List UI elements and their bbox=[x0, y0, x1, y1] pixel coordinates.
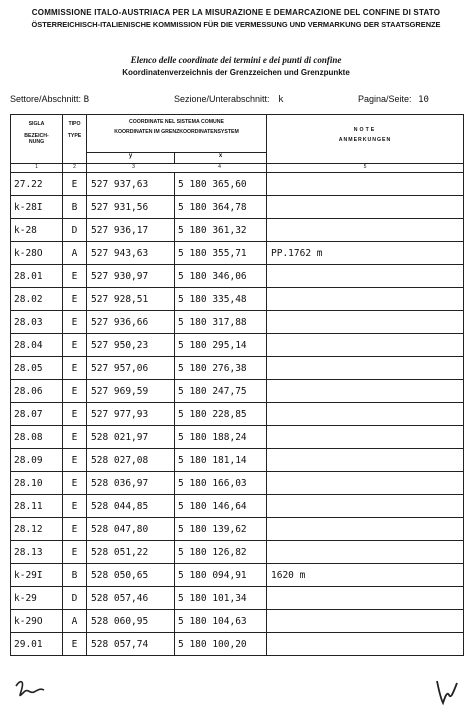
tipo-cell: E bbox=[63, 449, 87, 472]
x-coordinate-cell: 5 180 317,88 bbox=[175, 311, 267, 334]
sigla-cell: 28.13 bbox=[11, 541, 63, 564]
sigla-cell: k-29O bbox=[11, 610, 63, 633]
x-coordinate-cell: 5 180 355,71 bbox=[175, 242, 267, 265]
table-row bbox=[11, 403, 464, 426]
y-coordinate-cell: 527 943,63 bbox=[87, 242, 175, 265]
y-coordinate-cell: 528 051,22 bbox=[87, 541, 175, 564]
sigla-cell: k-28O bbox=[11, 242, 63, 265]
table-row bbox=[11, 541, 464, 564]
table-row bbox=[11, 633, 464, 656]
x-header: x bbox=[175, 153, 267, 164]
table-row bbox=[11, 587, 464, 610]
commission-title-it: COMMISSIONE ITALO-AUSTRIACA PER LA MISURAZIONE E DEMARCAZIONE DEL CONFINE DI STATO bbox=[31, 8, 441, 17]
note-cell bbox=[267, 196, 464, 219]
x-coordinate-cell: 5 180 146,64 bbox=[175, 495, 267, 518]
table-row bbox=[11, 380, 464, 403]
x-coordinate-cell: 5 180 364,78 bbox=[175, 196, 267, 219]
sigla-cell: 28.02 bbox=[11, 288, 63, 311]
sigla-cell: 28.05 bbox=[11, 357, 63, 380]
y-coordinate-cell: 527 969,59 bbox=[87, 380, 175, 403]
note-cell bbox=[267, 380, 464, 403]
note-header: NOTE ANMERKUNGEN bbox=[267, 115, 464, 164]
tipo-cell: B bbox=[63, 564, 87, 587]
list-title-it: Elenco delle coordinate dei termini e dei punti di confine bbox=[130, 55, 342, 65]
y-header: y bbox=[87, 153, 175, 164]
sigla-cell: 28.10 bbox=[11, 472, 63, 495]
tipo-cell: E bbox=[63, 288, 87, 311]
x-coordinate-cell: 5 180 181,14 bbox=[175, 449, 267, 472]
y-coordinate-cell: 528 047,80 bbox=[87, 518, 175, 541]
table-row bbox=[11, 357, 464, 380]
tipo-cell: E bbox=[63, 633, 87, 656]
col-number-2: 2 bbox=[63, 164, 87, 173]
handwritten-signature-left bbox=[14, 678, 50, 702]
x-coordinate-cell: 5 180 365,60 bbox=[175, 173, 267, 196]
y-coordinate-cell: 528 057,74 bbox=[87, 633, 175, 656]
note-cell bbox=[267, 219, 464, 242]
pagina-field bbox=[358, 94, 429, 105]
note-cell bbox=[267, 334, 464, 357]
settore-label: Settore/Abschnitt: bbox=[10, 94, 82, 104]
x-coordinate-cell: 5 180 361,32 bbox=[175, 219, 267, 242]
tipo-cell: E bbox=[63, 380, 87, 403]
note-cell bbox=[267, 587, 464, 610]
y-coordinate-cell: 527 957,06 bbox=[87, 357, 175, 380]
note-cell bbox=[267, 495, 464, 518]
note-cell bbox=[267, 518, 464, 541]
tipo-cell: E bbox=[63, 173, 87, 196]
pagina-label: Pagina/Seite: bbox=[358, 94, 412, 104]
sigla-cell: 28.07 bbox=[11, 403, 63, 426]
table-row bbox=[11, 472, 464, 495]
sigla-cell: 28.11 bbox=[11, 495, 63, 518]
y-coordinate-cell: 527 950,23 bbox=[87, 334, 175, 357]
x-coordinate-cell: 5 180 276,38 bbox=[175, 357, 267, 380]
tipo-cell: E bbox=[63, 265, 87, 288]
note-cell bbox=[267, 403, 464, 426]
handwritten-signature-right bbox=[433, 677, 461, 707]
x-coordinate-cell: 5 180 335,48 bbox=[175, 288, 267, 311]
sigla-header: SIGLA BEZEICH- NUNG bbox=[11, 115, 63, 164]
pagina-value: 10 bbox=[418, 95, 429, 105]
tipo-cell: E bbox=[63, 472, 87, 495]
col-number-3-4: 3 4 bbox=[87, 164, 267, 173]
y-coordinate-cell: 527 977,93 bbox=[87, 403, 175, 426]
y-coordinate-cell: 528 050,65 bbox=[87, 564, 175, 587]
table-row bbox=[11, 219, 464, 242]
x-coordinate-cell: 5 180 166,03 bbox=[175, 472, 267, 495]
sigla-cell: 28.03 bbox=[11, 311, 63, 334]
tipo-cell: E bbox=[63, 518, 87, 541]
table-row bbox=[11, 564, 464, 587]
coordinate-table bbox=[10, 114, 464, 656]
x-coordinate-cell: 5 180 101,34 bbox=[175, 587, 267, 610]
note-cell: PP.1762 m bbox=[267, 242, 464, 265]
y-coordinate-cell: 528 021,97 bbox=[87, 426, 175, 449]
table-row bbox=[11, 426, 464, 449]
tipo-cell: E bbox=[63, 426, 87, 449]
x-coordinate-cell: 5 180 094,91 bbox=[175, 564, 267, 587]
sezione-field bbox=[174, 94, 284, 105]
note-cell bbox=[267, 449, 464, 472]
col-number-5: 5 bbox=[267, 164, 464, 173]
note-cell bbox=[267, 610, 464, 633]
x-coordinate-cell: 5 180 139,62 bbox=[175, 518, 267, 541]
sezione-value: k bbox=[278, 95, 284, 105]
x-coordinate-cell: 5 180 295,14 bbox=[175, 334, 267, 357]
tipo-cell: E bbox=[63, 403, 87, 426]
sigla-cell: 28.04 bbox=[11, 334, 63, 357]
tipo-cell: E bbox=[63, 334, 87, 357]
x-coordinate-cell: 5 180 188,24 bbox=[175, 426, 267, 449]
table-row bbox=[11, 334, 464, 357]
table-row bbox=[11, 449, 464, 472]
sigla-cell: 28.08 bbox=[11, 426, 63, 449]
x-coordinate-cell: 5 180 126,82 bbox=[175, 541, 267, 564]
y-coordinate-cell: 527 928,51 bbox=[87, 288, 175, 311]
tipo-cell: E bbox=[63, 541, 87, 564]
x-coordinate-cell: 5 180 100,20 bbox=[175, 633, 267, 656]
tipo-header: TIPO TYPE bbox=[63, 115, 87, 164]
sigla-cell: 28.01 bbox=[11, 265, 63, 288]
note-cell bbox=[267, 311, 464, 334]
commission-title-de: ÖSTERREICHISCH-ITALIENISCHE KOMMISSION FÜR DIE VERMESSUNG UND VERMARKUNG DER STAATSGRENZE bbox=[31, 20, 441, 29]
note-cell bbox=[267, 426, 464, 449]
y-coordinate-cell: 528 027,08 bbox=[87, 449, 175, 472]
note-cell bbox=[267, 357, 464, 380]
sigla-cell: k-28 bbox=[11, 219, 63, 242]
note-cell bbox=[267, 288, 464, 311]
tipo-cell: D bbox=[63, 219, 87, 242]
col-number-1: 1 bbox=[11, 164, 63, 173]
settore-field bbox=[10, 94, 89, 105]
table-row bbox=[11, 265, 464, 288]
table-row bbox=[11, 518, 464, 541]
tipo-cell: E bbox=[63, 495, 87, 518]
tipo-cell: B bbox=[63, 196, 87, 219]
sigla-cell: 29.01 bbox=[11, 633, 63, 656]
tipo-cell: A bbox=[63, 242, 87, 265]
x-coordinate-cell: 5 180 104,63 bbox=[175, 610, 267, 633]
sigla-cell: k-29I bbox=[11, 564, 63, 587]
column-number-row bbox=[11, 164, 464, 173]
table-row bbox=[11, 288, 464, 311]
y-coordinate-cell: 527 930,97 bbox=[87, 265, 175, 288]
note-cell bbox=[267, 472, 464, 495]
list-title-de: Koordinatenverzeichnis der Grenzzeichen und Grenzpunkte bbox=[122, 68, 350, 77]
x-coordinate-cell: 5 180 228,85 bbox=[175, 403, 267, 426]
y-coordinate-cell: 527 937,63 bbox=[87, 173, 175, 196]
sigla-cell: 28.06 bbox=[11, 380, 63, 403]
tipo-cell: A bbox=[63, 610, 87, 633]
sezione-label: Sezione/Unterabschnitt: bbox=[174, 94, 270, 104]
table-row bbox=[11, 242, 464, 265]
tipo-cell: E bbox=[63, 311, 87, 334]
y-coordinate-cell: 528 044,85 bbox=[87, 495, 175, 518]
coordinate-header: COORDINATE NEL SISTEMA COMUNE KOORDINATEN IM GRENZKOORDINATENSYSTEM bbox=[87, 115, 267, 153]
note-cell bbox=[267, 173, 464, 196]
table-row bbox=[11, 311, 464, 334]
y-coordinate-cell: 528 060,95 bbox=[87, 610, 175, 633]
note-cell: 1620 m bbox=[267, 564, 464, 587]
note-cell bbox=[267, 541, 464, 564]
y-coordinate-cell: 527 936,66 bbox=[87, 311, 175, 334]
table-row bbox=[11, 173, 464, 196]
sigla-cell: 28.12 bbox=[11, 518, 63, 541]
tipo-cell: D bbox=[63, 587, 87, 610]
sigla-cell: k-28I bbox=[11, 196, 63, 219]
tipo-cell: E bbox=[63, 357, 87, 380]
sigla-cell: 28.09 bbox=[11, 449, 63, 472]
header-row bbox=[11, 115, 464, 153]
y-coordinate-cell: 527 936,17 bbox=[87, 219, 175, 242]
y-coordinate-cell: 528 057,46 bbox=[87, 587, 175, 610]
note-cell bbox=[267, 633, 464, 656]
sigla-cell: 27.22 bbox=[11, 173, 63, 196]
x-coordinate-cell: 5 180 346,06 bbox=[175, 265, 267, 288]
y-coordinate-cell: 528 036,97 bbox=[87, 472, 175, 495]
sigla-cell: k-29 bbox=[11, 587, 63, 610]
note-cell bbox=[267, 265, 464, 288]
table-row bbox=[11, 610, 464, 633]
table-row bbox=[11, 196, 464, 219]
x-coordinate-cell: 5 180 247,75 bbox=[175, 380, 267, 403]
settore-value: B bbox=[83, 95, 89, 105]
y-coordinate-cell: 527 931,56 bbox=[87, 196, 175, 219]
table-row bbox=[11, 495, 464, 518]
